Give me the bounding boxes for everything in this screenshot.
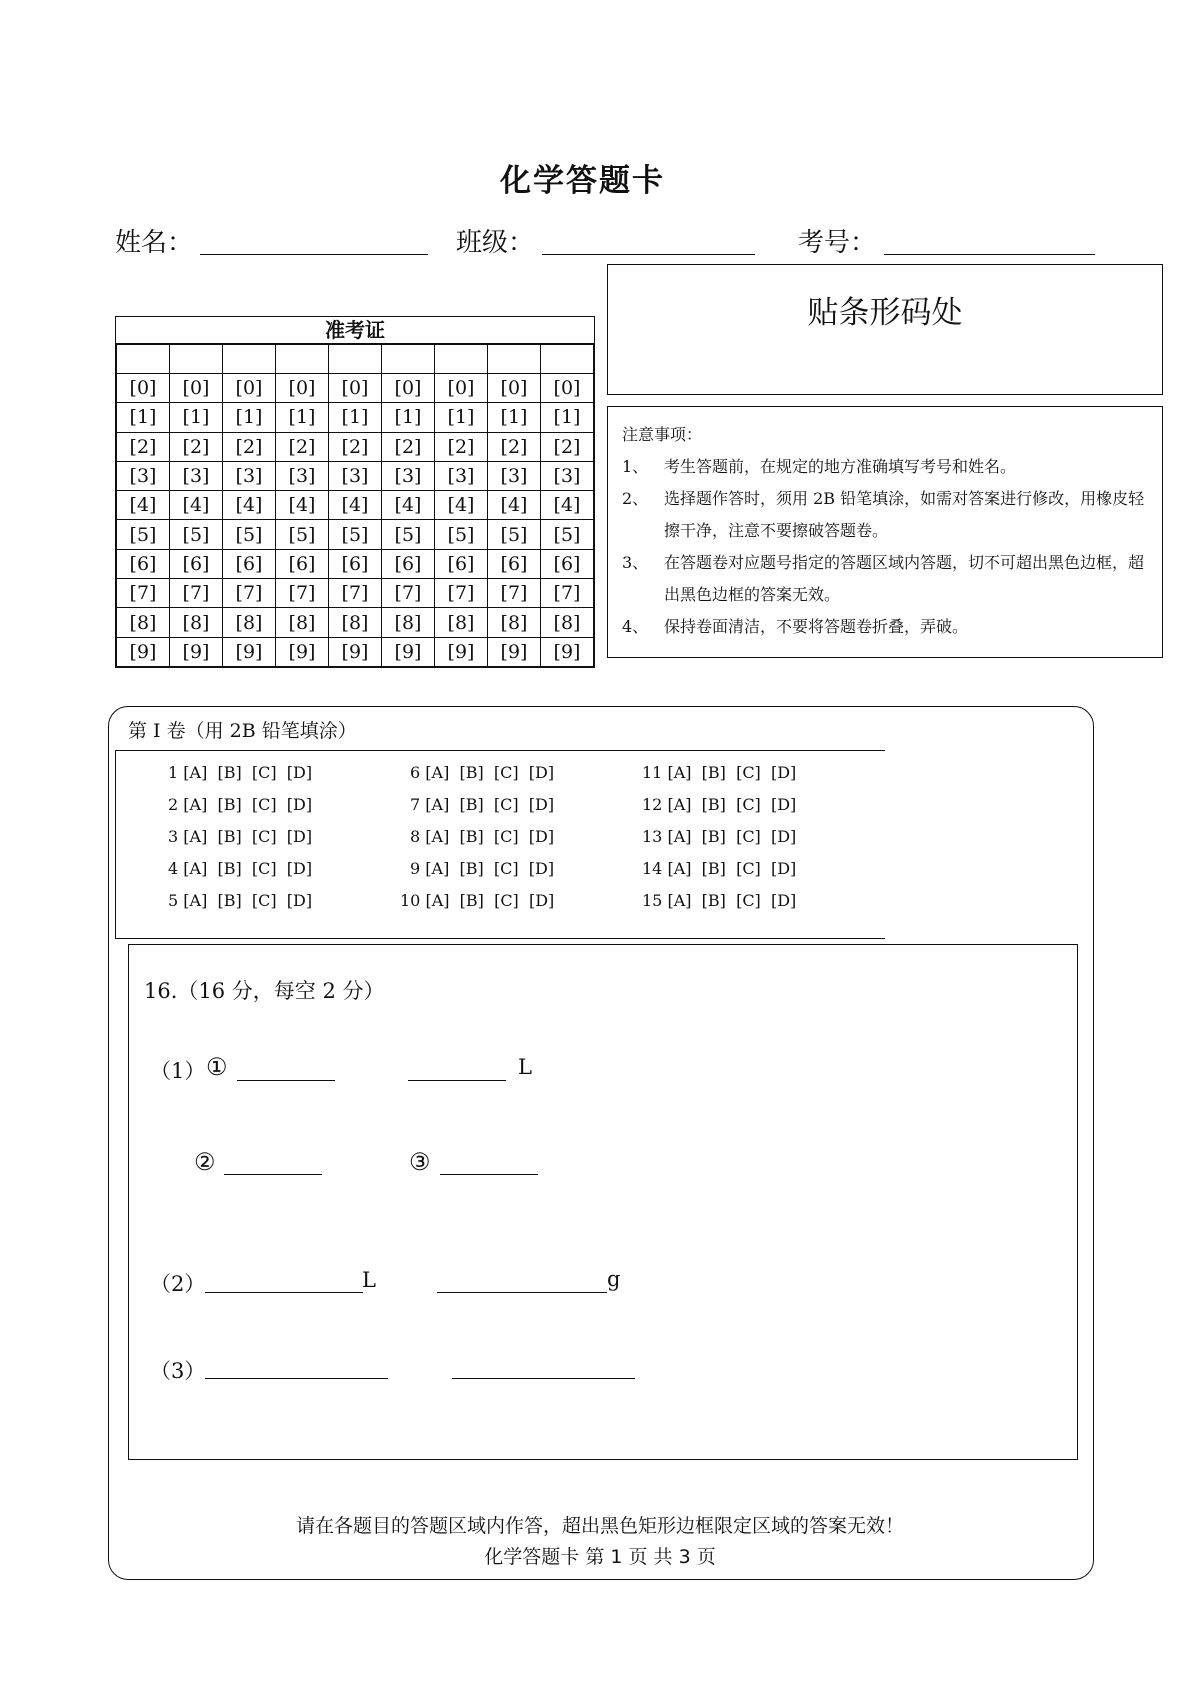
digit-bubble[interactable]: [0]: [435, 374, 488, 403]
name-label: 姓名：: [115, 228, 194, 258]
mc-question-row[interactable]: 7 [A] [B] [C] [D]: [410, 795, 555, 814]
digit-bubble[interactable]: [3]: [170, 461, 223, 490]
digit-bubble[interactable]: [0]: [170, 374, 223, 403]
digit-bubble[interactable]: [1]: [170, 403, 223, 432]
digit-bubble[interactable]: [2]: [382, 432, 435, 461]
digit-bubble[interactable]: [4]: [223, 491, 276, 520]
digit-bubble[interactable]: [7]: [170, 579, 223, 608]
digit-bubble[interactable]: [9]: [488, 637, 541, 666]
footer-page: 化学答题卡 第 1 页 共 3 页: [484, 1546, 716, 1568]
digit-bubble[interactable]: [7]: [117, 579, 170, 608]
digit-bubble[interactable]: [1]: [382, 403, 435, 432]
digit-bubble[interactable]: [5]: [117, 520, 170, 549]
class-label: 班级：: [456, 228, 535, 258]
notice-item: [622, 483, 1148, 547]
digit-bubble[interactable]: [2]: [117, 432, 170, 461]
digit-bubble[interactable]: [8]: [329, 608, 382, 637]
digit-bubble[interactable]: [5]: [541, 520, 594, 549]
notice-item-number: 1、: [622, 457, 649, 476]
digit-bubble[interactable]: [1]: [223, 403, 276, 432]
circle-1-label: ①: [206, 1053, 228, 1081]
unit-label: L: [362, 1268, 376, 1292]
digit-bubble[interactable]: [0]: [223, 374, 276, 403]
q16-box: [128, 944, 1078, 1460]
digit-bubble[interactable]: [8]: [541, 608, 594, 637]
digit-bubble[interactable]: [2]: [541, 432, 594, 461]
digit-bubble[interactable]: [8]: [276, 608, 329, 637]
notice-item-number: 4、: [622, 617, 649, 636]
mc-question-row[interactable]: 3 [A] [B] [C] [D]: [168, 827, 313, 846]
digit-bubble[interactable]: [9]: [223, 637, 276, 666]
digit-bubble[interactable]: [3]: [382, 461, 435, 490]
admission-digit-box[interactable]: [329, 345, 382, 374]
digit-bubble[interactable]: [1]: [276, 403, 329, 432]
digit-bubble[interactable]: [3]: [223, 461, 276, 490]
digit-bubble[interactable]: [8]: [117, 608, 170, 637]
digit-bubble[interactable]: [3]: [276, 461, 329, 490]
digit-bubble[interactable]: [0]: [329, 374, 382, 403]
digit-bubble[interactable]: [5]: [435, 520, 488, 549]
digit-bubble[interactable]: [6]: [276, 549, 329, 578]
digit-bubble[interactable]: [1]: [541, 403, 594, 432]
notice-item-text: 保持卷面清洁，不要将答题卷折叠，弄破。: [664, 617, 969, 636]
digit-bubble[interactable]: [7]: [435, 579, 488, 608]
digit-bubble[interactable]: [3]: [541, 461, 594, 490]
notice-item: [622, 611, 1148, 643]
digit-bubble[interactable]: [2]: [276, 432, 329, 461]
digit-bubble[interactable]: [9]: [435, 637, 488, 666]
q16-part1-label: （1）: [150, 1059, 206, 1083]
notice-item: [622, 451, 1148, 483]
notice-item-text: 考生答题前，在规定的地方准确填写考号和姓名。: [664, 457, 1017, 476]
q16-heading: 16.（16 分，每空 2 分）: [144, 979, 385, 1003]
mc-question-row[interactable]: 10 [A] [B] [C] [D]: [400, 891, 555, 910]
notice-item: [622, 547, 1148, 611]
footer-warning: 请在各题目的答题区域内作答，超出黑色矩形边框限定区域的答案无效！: [295, 1515, 904, 1537]
answer-blank[interactable]: [237, 1080, 335, 1081]
digit-bubble[interactable]: [4]: [435, 491, 488, 520]
digit-bubble[interactable]: [9]: [276, 637, 329, 666]
q16-part2-label: （2）: [150, 1272, 206, 1296]
digit-bubble[interactable]: [1]: [117, 403, 170, 432]
mc-question-row[interactable]: 6 [A] [B] [C] [D]: [410, 763, 555, 782]
digit-bubble[interactable]: [2]: [435, 432, 488, 461]
digit-bubble[interactable]: [1]: [488, 403, 541, 432]
section1-title: 第 I 卷（用 2B 铅笔填涂）: [128, 720, 357, 742]
digit-bubble[interactable]: [5]: [223, 520, 276, 549]
digit-bubble[interactable]: [6]: [541, 549, 594, 578]
digit-bubble[interactable]: [4]: [276, 491, 329, 520]
digit-bubble[interactable]: [1]: [329, 403, 382, 432]
digit-bubble[interactable]: [6]: [170, 549, 223, 578]
admission-digit-box[interactable]: [382, 345, 435, 374]
digit-bubble[interactable]: [5]: [488, 520, 541, 549]
digit-bubble[interactable]: [0]: [382, 374, 435, 403]
digit-bubble[interactable]: [3]: [329, 461, 382, 490]
digit-bubble[interactable]: [6]: [117, 549, 170, 578]
digit-bubble[interactable]: [2]: [329, 432, 382, 461]
digit-bubble[interactable]: [8]: [382, 608, 435, 637]
digit-bubble[interactable]: [8]: [170, 608, 223, 637]
digit-bubble[interactable]: [3]: [488, 461, 541, 490]
unit-label: g: [607, 1267, 621, 1291]
digit-bubble[interactable]: [9]: [170, 637, 223, 666]
digit-bubble[interactable]: [3]: [117, 461, 170, 490]
mc-question-row[interactable]: 1 [A] [B] [C] [D]: [168, 763, 313, 782]
page-title: 化学答题卡: [500, 163, 665, 199]
digit-bubble[interactable]: [6]: [435, 549, 488, 578]
answer-blank[interactable]: [205, 1378, 388, 1379]
unit-label: L: [518, 1055, 532, 1079]
digit-bubble[interactable]: [3]: [435, 461, 488, 490]
digit-bubble[interactable]: [4]: [117, 491, 170, 520]
admission-digit-box[interactable]: [223, 345, 276, 374]
barcode-area: [607, 264, 1163, 395]
mc-question-row[interactable]: 15 [A] [B] [C] [D]: [642, 891, 797, 910]
digit-bubble[interactable]: [8]: [488, 608, 541, 637]
id-field[interactable]: [884, 254, 1095, 255]
digit-bubble[interactable]: [4]: [329, 491, 382, 520]
digit-bubble[interactable]: [0]: [117, 374, 170, 403]
answer-blank[interactable]: [408, 1080, 506, 1081]
digit-bubble[interactable]: [5]: [170, 520, 223, 549]
digit-bubble[interactable]: [4]: [382, 491, 435, 520]
barcode-label: 贴条形码处: [807, 295, 963, 331]
notice-item-number: 3、: [622, 553, 649, 572]
mc-question-row[interactable]: 5 [A] [B] [C] [D]: [168, 891, 313, 910]
notice-box: [607, 406, 1163, 658]
notice-item-text: 在答题卷对应题号指定的答题区域内答题，切不可超出黑色边框，超出黑色边框的答案无效。: [664, 553, 1145, 604]
digit-bubble[interactable]: [5]: [329, 520, 382, 549]
digit-bubble[interactable]: [1]: [435, 403, 488, 432]
circle-3-label: ③: [409, 1148, 431, 1176]
digit-bubble[interactable]: [4]: [541, 491, 594, 520]
digit-bubble[interactable]: [9]: [329, 637, 382, 666]
digit-bubble[interactable]: [2]: [170, 432, 223, 461]
divider: [115, 750, 885, 751]
admission-digit-box[interactable]: [276, 345, 329, 374]
digit-bubble[interactable]: [5]: [382, 520, 435, 549]
notice-item-text: 选择题作答时，须用 2B 铅笔填涂，如需对答案进行修改，用橡皮轻擦干净，注意不要擦破答题卷。: [664, 489, 1145, 540]
digit-bubble[interactable]: [7]: [329, 579, 382, 608]
digit-bubble[interactable]: [6]: [382, 549, 435, 578]
circle-2-label: ②: [194, 1148, 216, 1176]
mc-question-row[interactable]: 9 [A] [B] [C] [D]: [410, 859, 555, 878]
admission-digit-box[interactable]: [435, 345, 488, 374]
digit-bubble[interactable]: [5]: [276, 520, 329, 549]
digit-bubble[interactable]: [2]: [223, 432, 276, 461]
digit-bubble[interactable]: [7]: [488, 579, 541, 608]
digit-bubble[interactable]: [9]: [541, 637, 594, 666]
answer-blank[interactable]: [205, 1292, 363, 1293]
admission-number-grid: [115, 316, 595, 668]
digit-bubble[interactable]: [7]: [223, 579, 276, 608]
mc-question-row[interactable]: 12 [A] [B] [C] [D]: [642, 795, 797, 814]
digit-bubble[interactable]: [8]: [435, 608, 488, 637]
answer-blank[interactable]: [437, 1292, 607, 1293]
digit-bubble[interactable]: [9]: [382, 637, 435, 666]
digit-bubble[interactable]: [4]: [488, 491, 541, 520]
mc-question-row[interactable]: 11 [A] [B] [C] [D]: [642, 763, 797, 782]
notice-item-number: 2、: [622, 489, 649, 508]
digit-bubble[interactable]: [7]: [276, 579, 329, 608]
admission-title: 准考证: [116, 317, 594, 344]
mc-question-row[interactable]: 4 [A] [B] [C] [D]: [168, 859, 313, 878]
admission-table: [116, 344, 594, 667]
digit-bubble[interactable]: [4]: [170, 491, 223, 520]
digit-bubble[interactable]: [7]: [382, 579, 435, 608]
divider: [115, 938, 885, 939]
digit-bubble[interactable]: [6]: [223, 549, 276, 578]
admission-digit-box[interactable]: [117, 345, 170, 374]
admission-digit-box[interactable]: [541, 345, 594, 374]
id-label: 考号：: [798, 228, 877, 258]
answer-blank[interactable]: [440, 1174, 538, 1175]
q16-part3-label: （3）: [150, 1359, 206, 1383]
digit-bubble[interactable]: [6]: [488, 549, 541, 578]
mc-question-row[interactable]: 8 [A] [B] [C] [D]: [410, 827, 555, 846]
class-field[interactable]: [542, 254, 755, 255]
digit-bubble[interactable]: [9]: [117, 637, 170, 666]
mc-question-row[interactable]: 13 [A] [B] [C] [D]: [642, 827, 797, 846]
mc-question-row[interactable]: 2 [A] [B] [C] [D]: [168, 795, 313, 814]
answer-blank[interactable]: [224, 1174, 322, 1175]
divider: [115, 750, 116, 938]
digit-bubble[interactable]: [0]: [276, 374, 329, 403]
notice-title: 注意事项：: [622, 425, 703, 444]
digit-bubble[interactable]: [2]: [488, 432, 541, 461]
digit-bubble[interactable]: [6]: [329, 549, 382, 578]
digit-bubble[interactable]: [0]: [488, 374, 541, 403]
name-field[interactable]: [200, 254, 428, 255]
digit-bubble[interactable]: [7]: [541, 579, 594, 608]
digit-bubble[interactable]: [0]: [541, 374, 594, 403]
mc-question-row[interactable]: 14 [A] [B] [C] [D]: [642, 859, 797, 878]
admission-digit-box[interactable]: [488, 345, 541, 374]
admission-digit-box[interactable]: [170, 345, 223, 374]
digit-bubble[interactable]: [8]: [223, 608, 276, 637]
answer-blank[interactable]: [452, 1378, 635, 1379]
